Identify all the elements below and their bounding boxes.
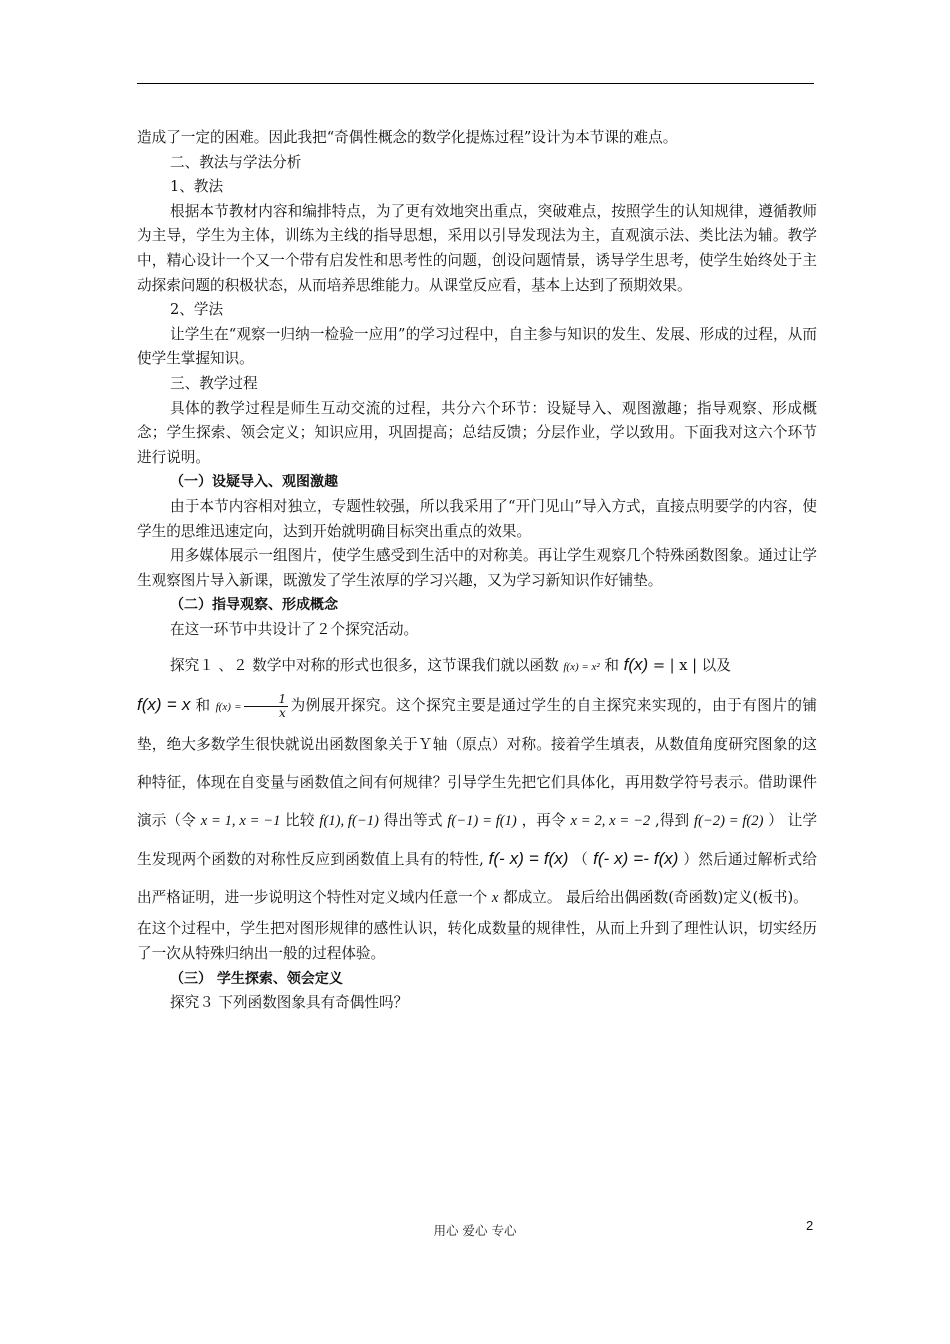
subsection-title: 1、教法 bbox=[170, 178, 224, 196]
text: ） 让学生发现两个函数的对称性反应到函数值上具有的特性, bbox=[137, 812, 818, 869]
paragraph: 造成了一定的困难。因此我把“奇偶性概念的数学化提炼过程”设计为本节课的难点。 bbox=[137, 129, 678, 146]
text: ,得到 bbox=[655, 812, 690, 830]
text: 得出等式 bbox=[383, 812, 443, 830]
paragraph: 探究３ 下列函数图象具有奇偶性吗？ bbox=[170, 994, 409, 1012]
section-title: 三、教学过程 bbox=[170, 374, 258, 392]
text: 比较 bbox=[285, 812, 315, 830]
formula: f(−1) = f(1) bbox=[447, 813, 517, 830]
heading: （三） 学生探索、领会定义 bbox=[170, 970, 343, 987]
text: ）然后通过解析式给出严格证明，进一步说明这个特性对定义域内任意一个 bbox=[137, 851, 817, 907]
text: ，再令 bbox=[521, 812, 566, 830]
paragraph: 根据本节教材内容和编排特点，为了更有效地突出重点，突破难点，按照学生的认知规律，遵循教师为主导，学生为主体，训练为主线的指导思想，采用以引导发现法为主，直观演示法、类比法为辅。教学中，精心设计一个又一个带有启发性和思考性的问题，创设问题情景，诱导学生思考，使学生始终处于主动探索问题的积极状态，从而培养思维能力。从课堂反应看，基本上达到了预期效果。 bbox=[137, 202, 817, 294]
formula: f(1), f(−1) bbox=[319, 813, 379, 830]
formula: f(x) bbox=[623, 655, 649, 675]
subsection-title: 2、学法 bbox=[170, 301, 224, 319]
formula: f(- x) = f(x) bbox=[488, 849, 569, 869]
section-title: 二、教法与学法分析 bbox=[170, 153, 302, 171]
paragraph: 由于本节内容相对独立，专题性较强，所以我采用了“开门见山”导入方式，直接点明要学的内容，使学生的思维迅速定向，达到开始就明确目标突出重点的效果。 bbox=[137, 497, 817, 540]
paragraph: 让学生在“观察一归纳一检验一应用”的学习过程中，自主参与知识的发生、发展、形成的过程，从而使学生掌握知识。 bbox=[137, 325, 817, 368]
formula: f(x) = x² bbox=[563, 661, 600, 674]
fraction-numerator: 1 bbox=[244, 693, 289, 707]
fraction bbox=[244, 693, 289, 720]
formula: x = 2, x = −2 bbox=[570, 813, 651, 830]
header-rule bbox=[137, 83, 814, 84]
heading: （二）指导观察、形成概念 bbox=[170, 597, 338, 614]
formula: f(- x) =- f(x) bbox=[593, 849, 679, 869]
text: 都成立。 最后给出偶函数(奇函数)定义(板书)。 bbox=[503, 889, 808, 907]
text: 和 bbox=[604, 657, 619, 675]
paragraph: 在这一环节中共设计了２个探究活动。 bbox=[170, 620, 419, 638]
paragraph-explore bbox=[137, 646, 817, 917]
heading: （一）设疑导入、观图激趣 bbox=[170, 474, 338, 491]
text: = | x | 以及 bbox=[652, 657, 731, 675]
footer-text: 用心 爱心 专心 bbox=[433, 1223, 517, 1238]
paragraph: 在这个过程中，学生把对图形规律的感性认识，转化成数量的规律性，从而上升到了理性认识，切实经历了一次从特殊归纳出一般的过程体验。 bbox=[137, 920, 817, 963]
paragraph: 具体的教学过程是师生互动交流的过程，共分六个环节：设疑导入、观图激趣；指导观察、形成概念；学生探索、领会定义；知识应用，巩固提高；总结反馈；分层作业，学以致用。下面我对这六个环节进行说明。 bbox=[137, 399, 817, 466]
fraction-denominator: x bbox=[278, 705, 286, 720]
formula: f(x) = x bbox=[137, 695, 191, 715]
page-number: 2 bbox=[806, 1218, 814, 1233]
formula: f(−2) = f(2) bbox=[694, 813, 764, 830]
text: 和 bbox=[195, 697, 211, 715]
text: （ bbox=[573, 851, 589, 869]
text: 为例展开探究。这个探究主要是通过学生的自主探究来实现的，由于有图片的铺垫，绝大多数学生很快就说出函数图象关于Ｙ轴（原点）对称。接着学生填表，从数值角度研究图象的这种特征，体现在自变量与函数值之间有何规律？引导学生先把它们具体化，再用数学符号表示。借助课件演示（令 bbox=[137, 697, 818, 830]
formula: x bbox=[491, 890, 499, 907]
formula: x = 1, x = −1 bbox=[200, 813, 281, 830]
text: 探究１ 、２ 数学中对称的形式也很多，这节课我们就以函数 bbox=[170, 657, 559, 675]
document-body bbox=[137, 126, 817, 1016]
paragraph: 用多媒体展示一组图片，使学生感受到生活中的对称美。再让学生观察几个特殊函数图象。通过让学生观察图片导入新课，既激发了学生浓厚的学习兴趣，又为学习新知识作好铺垫。 bbox=[137, 547, 817, 589]
formula: f(x) = bbox=[215, 701, 242, 714]
